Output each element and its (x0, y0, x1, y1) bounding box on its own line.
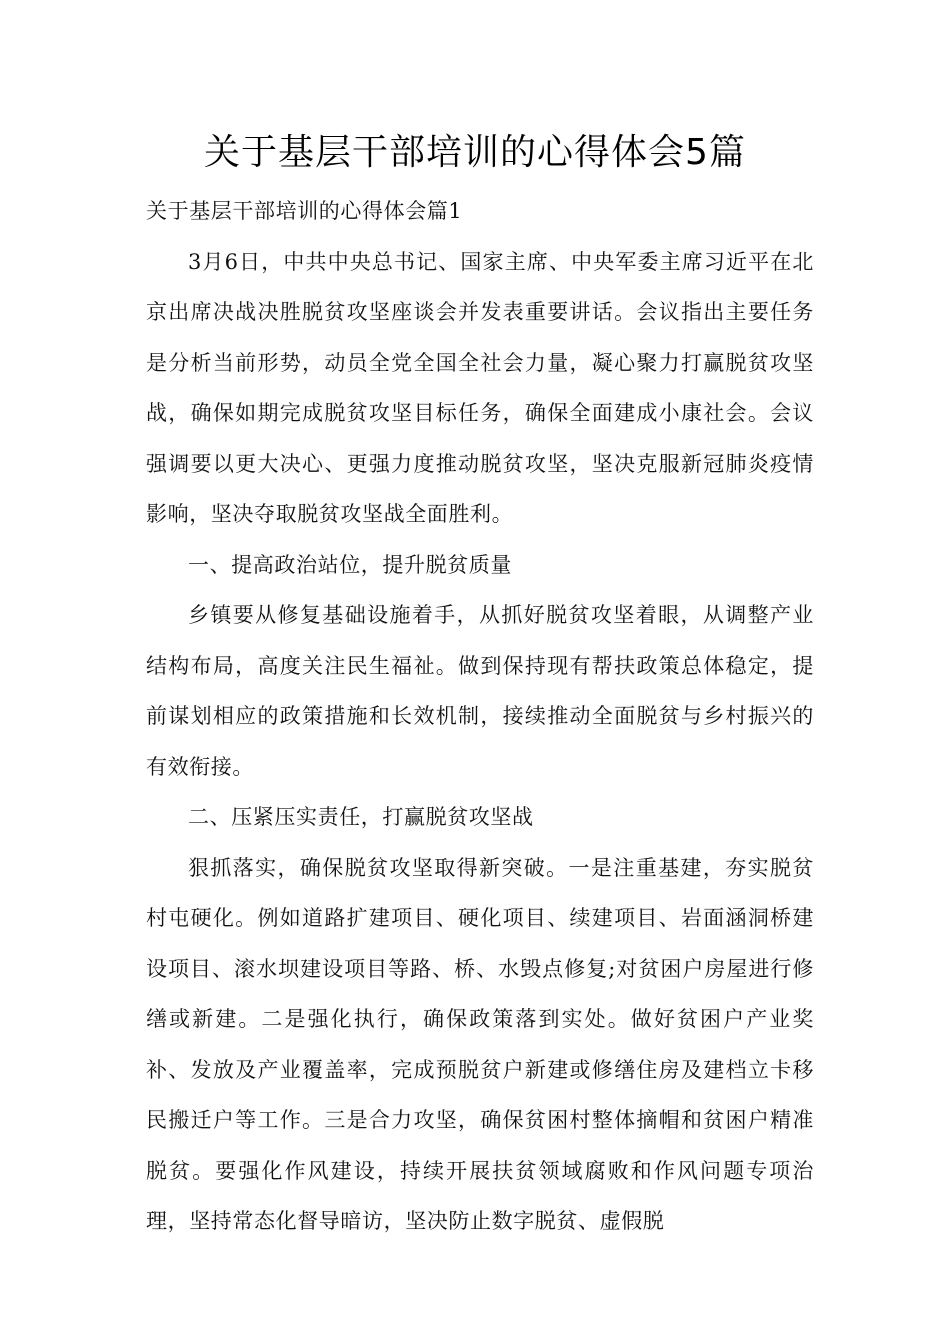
section-heading-2: 二、压紧压实责任，打赢脱贫攻坚战 (188, 805, 534, 829)
section-heading-1: 一、提高政治站位，提升脱贫质量 (188, 552, 512, 577)
body-paragraph-section-2: 狠抓落实，确保脱贫攻坚取得新突破。一是注重基建，夯实脱贫村屯硬化。例如道路扩建项目、硬化项目、续建项目、岩面涵洞桥建设项目、滚水坝建设项目等路、桥、水毁点修复;对贫困户房屋进行修缮或新建。二是强化执行，确保政策落到实处。做好贫困户产业奖补、发放及产业覆盖率，完成预脱贫户新建或修缮住房及建档立卡移民搬迁户等工作。三是合力攻坚，确保贫困村整体摘帽和贫困户精准脱贫。要强化作风建设，持续开展扶贫领域腐败和作风问题专项治理，坚持常态化督导暗访，坚决防止数字脱贫、虚假脱 (146, 855, 814, 1233)
document-title: 关于基层干部培训的心得体会5篇 (204, 132, 746, 173)
body-paragraph-section-1: 乡镇要从修复基础设施着手，从抓好脱贫攻坚着眼，从调整产业结构布局，高度关注民生福祉。做到保持现有帮扶政策总体稳定，提前谋划相应的政策措施和长效机制，接续推动全面脱贫与乡村振兴的有效衔接。 (146, 603, 814, 779)
document-subtitle: 关于基层干部培训的心得体会篇1 (146, 199, 463, 223)
document-body (146, 186, 814, 1247)
body-paragraph-intro: 3月6日，中共中央总书记、国家主席、中央军委主席习近平在北京出席决战决胜脱贫攻坚座谈会并发表重要讲话。会议指出主要任务是分析当前形势，动员全党全国全社会力量，凝心聚力打赢脱贫攻坚战，确保如期完成脱贫攻坚目标任务，确保全面建成小康社会。会议强调要以更大决心、更强力度推动脱贫攻坚，坚决克服新冠肺炎疫情影响，坚决夺取脱贫攻坚战全面胜利。 (146, 249, 814, 526)
